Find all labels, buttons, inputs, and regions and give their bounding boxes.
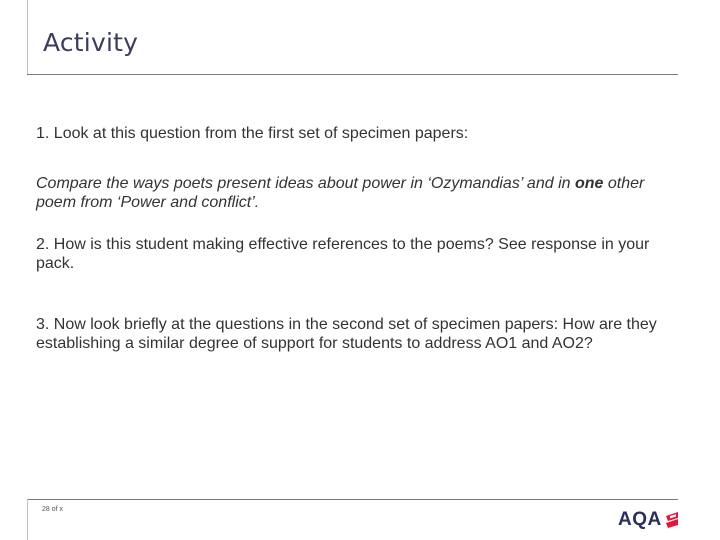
exam-question — [36, 174, 676, 212]
footer-divider — [27, 499, 678, 500]
title-divider — [27, 74, 678, 75]
slide-body — [36, 124, 676, 369]
page-number: 28 of x — [42, 506, 64, 513]
exam-question-emphasis: one — [574, 175, 604, 192]
instruction-3: 3. Now look briefly at the questions in the second set of specimen papers: How are they establishing a similar degree of support for students to address AO1 and AO2? — [36, 316, 657, 352]
logo-text: AQA — [618, 509, 662, 530]
slide-title: Activity — [43, 28, 139, 57]
aqa-logo — [618, 508, 682, 532]
top-left-rule — [27, 0, 28, 75]
exam-question-end: other poem from ‘Power and conflict’. — [36, 175, 645, 211]
exam-question-start: Compare the ways poets present ideas about power in ‘Ozymandias’ and in — [36, 175, 575, 192]
instruction-2: 2. How is this student making effective references to the poems? See response in your pack. — [36, 236, 650, 272]
instruction-1: 1. Look at this question from the first set of specimen papers: — [36, 125, 469, 142]
logo-mark-icon — [664, 510, 682, 530]
bottom-left-rule — [27, 499, 28, 540]
